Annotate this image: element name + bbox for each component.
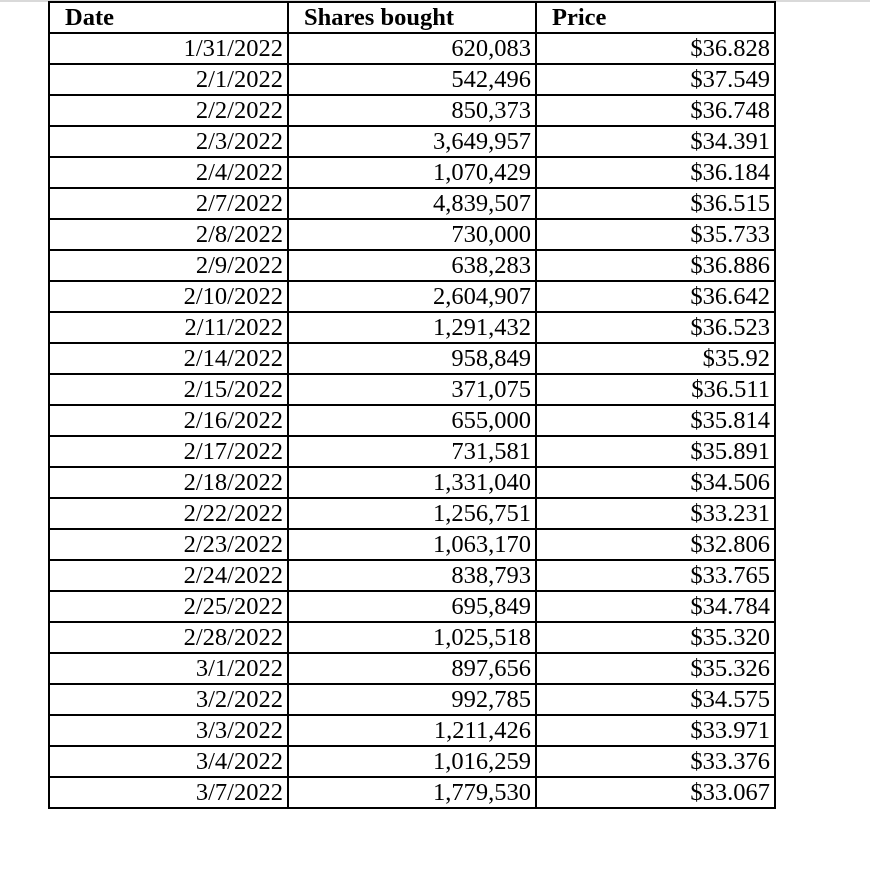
cell-shares-bought: 958,849	[288, 343, 536, 374]
share-purchases-table	[48, 1, 776, 809]
cell-date: 2/9/2022	[49, 250, 288, 281]
table-row	[49, 343, 775, 374]
cell-date: 2/8/2022	[49, 219, 288, 250]
table-row	[49, 188, 775, 219]
cell-shares-bought: 992,785	[288, 684, 536, 715]
cell-price: $35.320	[536, 622, 775, 653]
cell-date: 2/14/2022	[49, 343, 288, 374]
cell-price: $36.523	[536, 312, 775, 343]
cell-shares-bought: 3,649,957	[288, 126, 536, 157]
cell-price: $34.575	[536, 684, 775, 715]
table-row	[49, 467, 775, 498]
cell-shares-bought: 1,256,751	[288, 498, 536, 529]
cell-shares-bought: 897,656	[288, 653, 536, 684]
cell-price: $35.814	[536, 405, 775, 436]
cell-shares-bought: 730,000	[288, 219, 536, 250]
cell-price: $33.067	[536, 777, 775, 808]
cell-shares-bought: 4,839,507	[288, 188, 536, 219]
cell-shares-bought: 850,373	[288, 95, 536, 126]
cell-date: 3/4/2022	[49, 746, 288, 777]
header-price: Price	[536, 2, 775, 33]
table-row	[49, 498, 775, 529]
cell-date: 2/11/2022	[49, 312, 288, 343]
cell-shares-bought: 371,075	[288, 374, 536, 405]
table-row	[49, 653, 775, 684]
cell-price: $36.515	[536, 188, 775, 219]
cell-date: 2/23/2022	[49, 529, 288, 560]
table-row	[49, 405, 775, 436]
table-row	[49, 95, 775, 126]
table-row	[49, 622, 775, 653]
cell-date: 2/1/2022	[49, 64, 288, 95]
cell-price: $36.748	[536, 95, 775, 126]
cell-date: 2/7/2022	[49, 188, 288, 219]
cell-shares-bought: 1,211,426	[288, 715, 536, 746]
header-row	[49, 2, 775, 33]
table-row	[49, 436, 775, 467]
cell-date: 3/7/2022	[49, 777, 288, 808]
header-shares-bought: Shares bought	[288, 2, 536, 33]
cell-price: $36.184	[536, 157, 775, 188]
cell-price: $35.326	[536, 653, 775, 684]
cell-price: $36.828	[536, 33, 775, 64]
cell-shares-bought: 1,779,530	[288, 777, 536, 808]
cell-date: 2/3/2022	[49, 126, 288, 157]
cell-shares-bought: 620,083	[288, 33, 536, 64]
cell-shares-bought: 2,604,907	[288, 281, 536, 312]
cell-date: 2/10/2022	[49, 281, 288, 312]
table-row	[49, 33, 775, 64]
cell-date: 2/18/2022	[49, 467, 288, 498]
table-row	[49, 219, 775, 250]
cell-shares-bought: 542,496	[288, 64, 536, 95]
cell-shares-bought: 655,000	[288, 405, 536, 436]
cell-shares-bought: 1,291,432	[288, 312, 536, 343]
table-row	[49, 374, 775, 405]
cell-price: $35.92	[536, 343, 775, 374]
cell-date: 2/28/2022	[49, 622, 288, 653]
cell-price: $34.391	[536, 126, 775, 157]
table-row	[49, 126, 775, 157]
cell-shares-bought: 638,283	[288, 250, 536, 281]
cell-shares-bought: 1,063,170	[288, 529, 536, 560]
cell-date: 2/2/2022	[49, 95, 288, 126]
cell-date: 2/15/2022	[49, 374, 288, 405]
cell-shares-bought: 1,331,040	[288, 467, 536, 498]
cell-date: 3/3/2022	[49, 715, 288, 746]
cell-date: 3/2/2022	[49, 684, 288, 715]
table-header	[49, 2, 775, 33]
table-row	[49, 64, 775, 95]
table-row	[49, 777, 775, 808]
table-row	[49, 312, 775, 343]
cell-date: 2/17/2022	[49, 436, 288, 467]
cell-date: 2/4/2022	[49, 157, 288, 188]
cell-shares-bought: 695,849	[288, 591, 536, 622]
cell-price: $32.806	[536, 529, 775, 560]
cell-price: $34.784	[536, 591, 775, 622]
table-row	[49, 157, 775, 188]
cell-price: $35.891	[536, 436, 775, 467]
cell-shares-bought: 1,025,518	[288, 622, 536, 653]
cell-date: 2/25/2022	[49, 591, 288, 622]
cell-shares-bought: 1,016,259	[288, 746, 536, 777]
cell-price: $36.511	[536, 374, 775, 405]
cell-date: 3/1/2022	[49, 653, 288, 684]
cell-shares-bought: 1,070,429	[288, 157, 536, 188]
cell-price: $37.549	[536, 64, 775, 95]
cell-price: $36.886	[536, 250, 775, 281]
cell-date: 2/22/2022	[49, 498, 288, 529]
cell-price: $35.733	[536, 219, 775, 250]
table-row	[49, 591, 775, 622]
cell-price: $33.971	[536, 715, 775, 746]
cell-date: 2/16/2022	[49, 405, 288, 436]
cell-price: $36.642	[536, 281, 775, 312]
cell-price: $33.765	[536, 560, 775, 591]
cell-date: 1/31/2022	[49, 33, 288, 64]
cell-date: 2/24/2022	[49, 560, 288, 591]
cell-shares-bought: 838,793	[288, 560, 536, 591]
table-body	[49, 33, 775, 808]
table-row	[49, 746, 775, 777]
table-row	[49, 529, 775, 560]
table-row	[49, 281, 775, 312]
cell-price: $33.376	[536, 746, 775, 777]
table-row	[49, 684, 775, 715]
table-row	[49, 250, 775, 281]
header-date: Date	[49, 2, 288, 33]
cell-price: $33.231	[536, 498, 775, 529]
table-row	[49, 715, 775, 746]
cell-shares-bought: 731,581	[288, 436, 536, 467]
table-row	[49, 560, 775, 591]
cell-price: $34.506	[536, 467, 775, 498]
